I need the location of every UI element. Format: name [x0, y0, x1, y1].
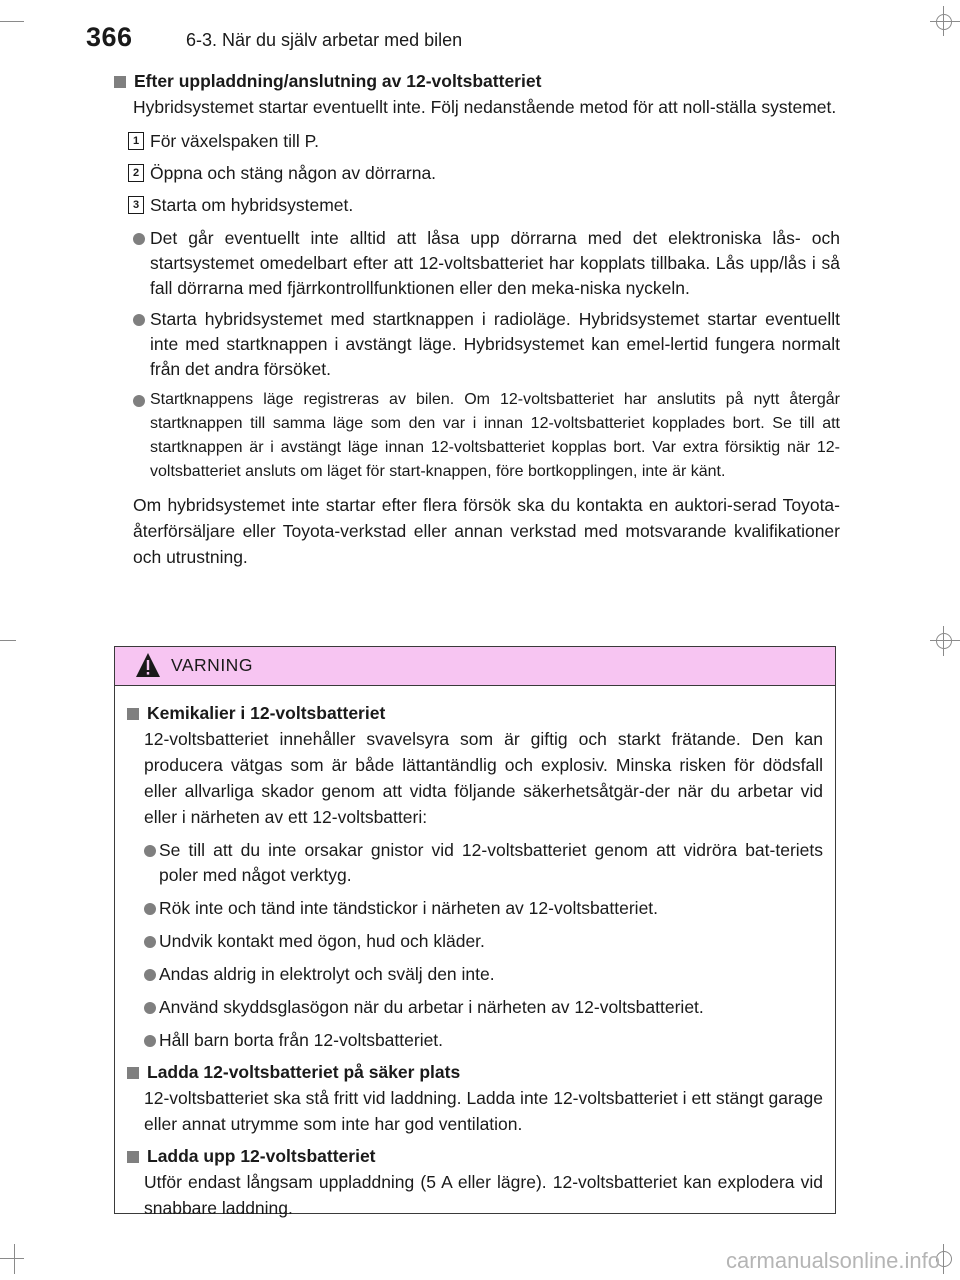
page-header: [86, 22, 876, 58]
crop-mark: [0, 640, 16, 641]
square-bullet-icon: [127, 1151, 139, 1163]
warning-box: [114, 646, 836, 1218]
crop-mark: [936, 633, 952, 649]
step-item: [114, 160, 840, 186]
crop-mark: [0, 21, 24, 22]
step-number: 3: [128, 196, 144, 214]
note-bullet: [114, 226, 840, 301]
step-item: [114, 192, 840, 218]
circle-bullet-icon: [144, 1002, 156, 1014]
main-content: [114, 68, 840, 570]
warning-bullet: Se till att du inte orsakar gnistor vid 12-voltsbatteriet genom att vidröra bat-teriets poler med något verktyg.: [127, 838, 823, 888]
circle-bullet-icon: [144, 903, 156, 915]
circle-bullet-icon: [144, 1035, 156, 1047]
intro-text: Hybridsystemet startar eventuellt inte. Följ nedanstående metod för att noll-ställa systemet.: [133, 97, 837, 117]
circle-bullet-icon: [133, 314, 145, 326]
warning-section-heading: Ladda 12-voltsbatteriet på säker plats: [127, 1059, 823, 1085]
warning-text: 12-voltsbatteriet innehåller svavelsyra som är giftig och starkt frätande. Den kan producera vätgas som är både lättantändlig och explosiv. Minska risken för dödsfall eller allvarliga skador genom att vidta följande säkerhetsåtgär-der när du arbetar vid eller i närheten av ett 12-voltsbatteri:: [144, 729, 823, 827]
chapter-title: 6-3. När du själv arbetar med bilen: [186, 30, 463, 50]
square-bullet-icon: [114, 76, 126, 88]
warning-bullet: Håll barn borta från 12-voltsbatteriet.: [127, 1028, 823, 1053]
warning-body: [115, 686, 835, 1221]
step-number: 1: [128, 132, 144, 150]
circle-bullet-icon: [144, 845, 156, 857]
circle-bullet-icon: [133, 233, 145, 245]
warning-bullet: Använd skyddsglasögon när du arbetar i närheten av 12-voltsbatteriet.: [127, 995, 823, 1020]
step-item: [114, 128, 840, 154]
warning-text: Utför endast långsam uppladdning (5 A eller lägre). 12-voltsbatteriet kan explodera vid snabbare laddning.: [144, 1172, 823, 1218]
note-text: Starta hybridsystemet med startknappen i radioläge. Hybridsystemet startar eventuellt inte med startknappen i avstängt läge. Hybridsystemet kan emel-lertid fungera normalt från det andra försöket.: [150, 309, 840, 379]
crop-mark: [0, 1258, 24, 1259]
circle-bullet-icon: [144, 936, 156, 948]
note-text: Startknappens läge registreras av bilen. Om 12-voltsbatteriet har anslutits på nytt återgår startknappen till samma läge som den var i innan 12-voltsbatteriet kopplades bort. Se till att startknappen är i avstängt läge innan 12-voltsbatteriet kopplas bort. Var extra försiktig när 12-voltsbatteriet ansluts om läget för start-knappen, före bortkopplingen, inte är känt.: [150, 391, 840, 480]
step-text: Öppna och stäng någon av dörrarna.: [150, 163, 437, 183]
circle-bullet-icon: [144, 969, 156, 981]
section-heading: Efter uppladdning/anslutning av 12-voltsbatteriet: [114, 68, 840, 94]
warning-section-heading: Ladda upp 12-voltsbatteriet: [127, 1143, 823, 1169]
step-text: För växelspaken till P.: [150, 131, 319, 151]
page-number: 366: [86, 22, 133, 52]
square-bullet-icon: [127, 708, 139, 720]
warning-title: VARNING: [171, 655, 253, 675]
circle-bullet-icon: [133, 395, 145, 407]
square-bullet-icon: [127, 1067, 139, 1079]
warning-section-heading: Kemikalier i 12-voltsbatteriet: [127, 700, 823, 726]
warning-triangle-icon: [135, 651, 161, 679]
step-number: 2: [128, 164, 144, 182]
watermark: carmanualsonline.info: [725, 1248, 940, 1273]
warning-bullet: Rök inte och tänd inte tändstickor i närheten av 12-voltsbatteriet.: [127, 896, 823, 921]
warning-bullet: Andas aldrig in elektrolyt och svälj den inte.: [127, 962, 823, 987]
note-bullet: [114, 388, 840, 484]
step-text: Starta om hybridsystemet.: [150, 195, 354, 215]
crop-mark: [936, 14, 952, 30]
warning-bullet: Undvik kontakt med ögon, hud och kläder.: [127, 929, 823, 954]
crop-mark: [14, 1244, 15, 1274]
note-text: Det går eventuellt inte alltid att låsa upp dörrarna med det elektroniska lås- och startsystemet omedelbart efter att 12-voltsbatteriet har kopplats tillbaka. Lås upp/lås i så fall dörrarna med fjärrkontrollfunktionen eller den meka-niska nyckeln.: [150, 228, 840, 298]
warning-header: [115, 647, 835, 686]
outro-text: Om hybridsystemet inte startar efter flera försök ska du kontakta en auktori-serad Toyota-återförsäljare eller Toyota-verkstad eller annan verkstad med motsvarande kvalifikationer och utrustning.: [133, 495, 840, 567]
note-bullet: [114, 307, 840, 382]
warning-text: 12-voltsbatteriet ska stå fritt vid laddning. Ladda inte 12-voltsbatteriet i ett stängt garage eller annat utrymme som inte har god ventilation.: [144, 1088, 823, 1134]
